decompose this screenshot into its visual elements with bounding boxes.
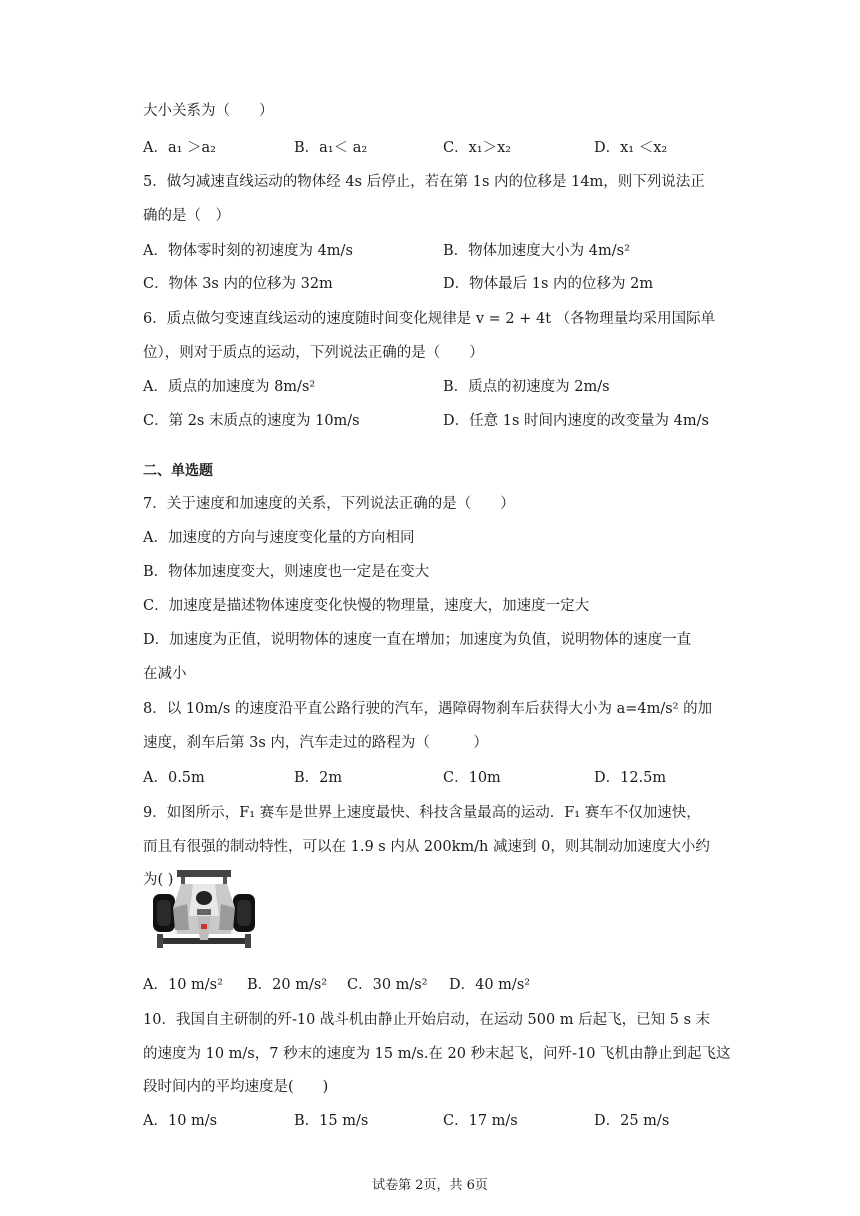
q10-option-d: D．25 m/s [594,1113,670,1129]
q9-option-a: A．10 m/s² [143,977,223,993]
q6-stem-line2: 位），则对于质点的运动，下列说法正确的是（ ） [143,345,484,361]
q9-stem-line1: 9．如图所示，F₁ 赛车是世界上速度最快、科技含量最高的运动．F₁ 赛车不仅加速快， [143,805,701,821]
q4-option-a: A．a₁ ＞a₂ [143,140,216,156]
q8-option-d: D．12.5m [594,770,667,786]
q7-option-d: D．加速度为正值，说明物体的速度一直在增加；加速度为负值，说明物体的速度一直 [143,632,692,648]
q8-option-b: B．2m [294,770,343,786]
q4-option-c: C．x₁＞x₂ [443,140,512,156]
q4-option-b: B．a₁＜ a₂ [294,140,368,156]
q7-option-c: C．加速度是描述物体速度变化快慢的物理量，速度大，加速度一定大 [143,598,590,614]
q5-option-a: A．物体零时刻的初速度为 4m/s [143,243,353,259]
q7-option-a: A．加速度的方向与速度变化量的方向相同 [143,530,415,546]
q10-stem-line2: 的速度为 10 m/s，7 秒末的速度为 15 m/s.在 20 秒末起飞，问歼-10 飞机由静止到起飞这 [143,1046,731,1062]
section-heading: 二、单选题 [143,463,213,479]
q10-stem-line3: 段时间内的平均速度是( ) [143,1079,329,1095]
q8-option-a: A．0.5m [143,770,205,786]
q7-option-b: B．物体加速度变大，则速度也一定是在变大 [143,564,430,580]
q5-stem-line1: 5．做匀减速直线运动的物体经 4s 后停止，若在第 1s 内的位移是 14m，则下列说法正 [143,174,705,190]
q5-option-b: B．物体加速度大小为 4m/s² [443,243,630,259]
page-footer: 试卷第 2页，共 6页 [372,1178,488,1193]
q5-option-c: C．物体 3s 内的位移为 32m [143,276,333,292]
q9-option-d: D．40 m/s² [449,977,531,993]
f1-car-image [143,864,265,956]
q10-option-c: C．17 m/s [443,1113,518,1129]
q6-option-c: C．第 2s 末质点的速度为 10m/s [143,413,360,429]
q6-option-d: D．任意 1s 时间内速度的改变量为 4m/s [443,413,709,429]
q9-stem-line3: 为( ) [143,872,174,888]
q8-option-c: C．10m [443,770,501,786]
q6-stem-line1: 6．质点做匀变速直线运动的速度随时间变化规律是 v = 2 + 4t （各物理量均采用国际单 [143,311,716,327]
q7-option-d-cont: 在减小 [143,666,187,682]
q10-option-b: B．15 m/s [294,1113,369,1129]
q9-option-b: B．20 m/s² [247,977,328,993]
q4-stem-tail: 大小关系为（ ） [143,103,274,119]
q5-option-d: D．物体最后 1s 内的位移为 2m [443,276,654,292]
q8-stem-line1: 8．以 10m/s 的速度沿平直公路行驶的汽车，遇障碍物刹车后获得大小为 a=4m/s² 的加 [143,701,713,717]
q9-stem-line2: 而且有很强的制动特性，可以在 1.9 s 内从 200km/h 减速到 0，则其制动加速度大小约 [143,839,710,855]
q4-option-d: D．x₁ ＜x₂ [594,140,668,156]
q6-option-b: B．质点的初速度为 2m/s [443,379,610,395]
q5-stem-line2: 确的是（ ） [143,208,230,224]
q9-option-c: C．30 m/s² [347,977,428,993]
q7-stem: 7．关于速度和加速度的关系，下列说法正确的是（ ） [143,496,515,512]
q10-stem-line1: 10．我国自主研制的歼-10 战斗机由静止开始启动，在运动 500 m 后起飞，已知 5 s 末 [143,1012,711,1028]
q10-option-a: A．10 m/s [143,1113,218,1129]
q6-option-a: A．质点的加速度为 8m/s² [143,379,316,395]
q8-stem-line2: 速度，刹车后第 3s 内，汽车走过的路程为（ ） [143,735,488,751]
